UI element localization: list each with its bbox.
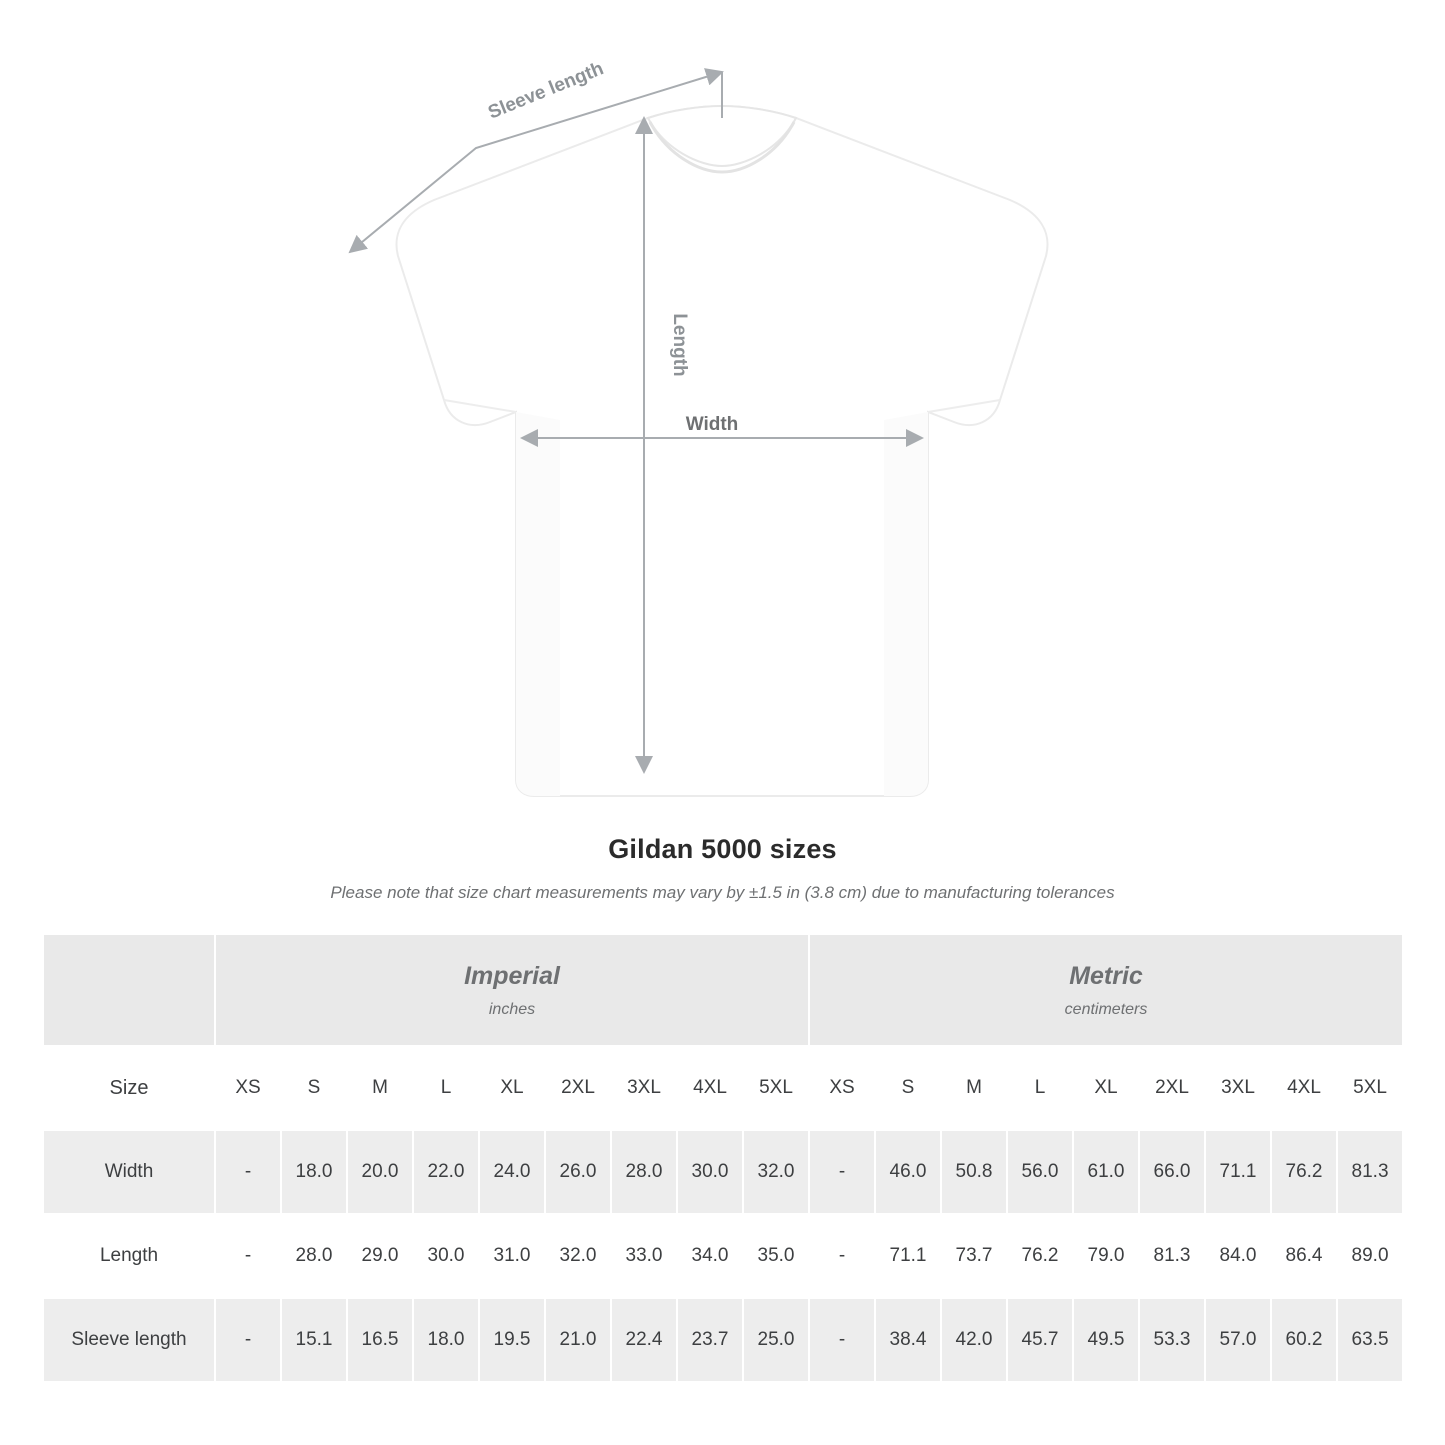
measurement-cell: 23.7 [677,1298,743,1382]
measurement-cell: 35.0 [743,1214,809,1298]
measurement-cell: 79.0 [1073,1214,1139,1298]
sleeve-length-label: Sleeve length [485,58,607,124]
measurement-cell: 28.0 [281,1214,347,1298]
measurement-cell: 30.0 [677,1130,743,1214]
measurement-row-label: Sleeve length [43,1298,215,1382]
measurement-cell: 31.0 [479,1214,545,1298]
measurement-cell: 56.0 [1007,1130,1073,1214]
measurement-cell: 63.5 [1337,1298,1403,1382]
table-size-header-row [43,1046,1403,1130]
size-chart-table [42,933,1404,1383]
measurement-cell: 25.0 [743,1298,809,1382]
band-corner-cell [43,934,215,1046]
size-column-header: XS [215,1046,281,1130]
measurement-cell: 29.0 [347,1214,413,1298]
measurement-cell: 19.5 [479,1298,545,1382]
unit-band-imperial [215,934,809,1046]
tshirt-shape [397,106,1048,796]
measurement-cell: - [809,1130,875,1214]
measurement-cell: 32.0 [545,1214,611,1298]
size-column-header: 4XL [1271,1046,1337,1130]
size-chart-table-wrapper [42,933,1403,1383]
measurement-cell: 22.0 [413,1130,479,1214]
unit-band-title: Metric [1069,962,1143,991]
size-column-header: XL [1073,1046,1139,1130]
size-column-header: 2XL [1139,1046,1205,1130]
measurement-cell: 49.5 [1073,1298,1139,1382]
measurement-cell: 26.0 [545,1130,611,1214]
measurement-cell: 20.0 [347,1130,413,1214]
size-column-header: 4XL [677,1046,743,1130]
measurement-cell: - [809,1298,875,1382]
size-column-header: 5XL [1337,1046,1403,1130]
measurement-cell: 57.0 [1205,1298,1271,1382]
measurement-cell: - [809,1214,875,1298]
measurement-cell: 89.0 [1337,1214,1403,1298]
measurement-cell: 76.2 [1007,1214,1073,1298]
measurement-cell: 84.0 [1205,1214,1271,1298]
size-column-header: 3XL [1205,1046,1271,1130]
measurement-cell: 30.0 [413,1214,479,1298]
measurement-cell: 73.7 [941,1214,1007,1298]
measurement-cell: 42.0 [941,1298,1007,1382]
measurement-cell: - [215,1298,281,1382]
measurement-cell: - [215,1214,281,1298]
measurement-cell: 76.2 [1271,1130,1337,1214]
measurement-cell: 50.8 [941,1130,1007,1214]
unit-band-subtitle: inches [488,1000,536,1018]
measurement-cell: 61.0 [1073,1130,1139,1214]
measurement-row-label: Length [43,1214,215,1298]
measurement-cell: 60.2 [1271,1298,1337,1382]
size-column-header: 5XL [743,1046,809,1130]
measurement-cell: 81.3 [1337,1130,1403,1214]
measurement-cell: 32.0 [743,1130,809,1214]
measurement-cell: 71.1 [875,1214,941,1298]
width-label: Width [685,414,739,435]
size-column-header: XS [809,1046,875,1130]
size-column-header: XL [479,1046,545,1130]
size-column-header: M [941,1046,1007,1130]
measurement-cell: 15.1 [281,1298,347,1382]
measurement-cell: 28.0 [611,1130,677,1214]
measurement-cell: 81.3 [1139,1214,1205,1298]
measurement-cell: 16.5 [347,1298,413,1382]
table-row [43,1214,1403,1298]
size-column-header: 2XL [545,1046,611,1130]
size-column-header: M [347,1046,413,1130]
size-column-header: 3XL [611,1046,677,1130]
measurement-cell: 38.4 [875,1298,941,1382]
measurement-cell: 18.0 [413,1298,479,1382]
measurement-cell: 71.1 [1205,1130,1271,1214]
measurement-cell: 22.4 [611,1298,677,1382]
measurement-cell: 46.0 [875,1130,941,1214]
length-label: Length [669,313,690,377]
chart-heading [0,834,1445,903]
size-column-header: L [1007,1046,1073,1130]
size-column-header: S [875,1046,941,1130]
measurement-cell: 66.0 [1139,1130,1205,1214]
size-column-header: S [281,1046,347,1130]
unit-band-metric [809,934,1403,1046]
measurement-cell: 45.7 [1007,1298,1073,1382]
unit-band-subtitle: centimeters [1064,1000,1148,1018]
size-column-header: L [413,1046,479,1130]
page-title: Gildan 5000 sizes [608,834,837,864]
measurement-cell: 21.0 [545,1298,611,1382]
measurement-cell: 18.0 [281,1130,347,1214]
unit-band-title: Imperial [464,962,560,991]
size-header-label: Size [43,1046,215,1130]
table-row [43,1298,1403,1382]
measurement-cell: - [215,1130,281,1214]
tolerance-note: Please note that size chart measurements may vary by ±1.5 in (3.8 cm) due to manufacturing tolerances [330,883,1115,902]
measurement-row-label: Width [43,1130,215,1214]
measurement-cell: 53.3 [1139,1298,1205,1382]
table-row [43,1130,1403,1214]
table-unit-band-row [43,934,1403,1046]
measurement-cell: 33.0 [611,1214,677,1298]
measurement-cell: 86.4 [1271,1214,1337,1298]
measurement-cell: 24.0 [479,1130,545,1214]
measurement-cell: 34.0 [677,1214,743,1298]
